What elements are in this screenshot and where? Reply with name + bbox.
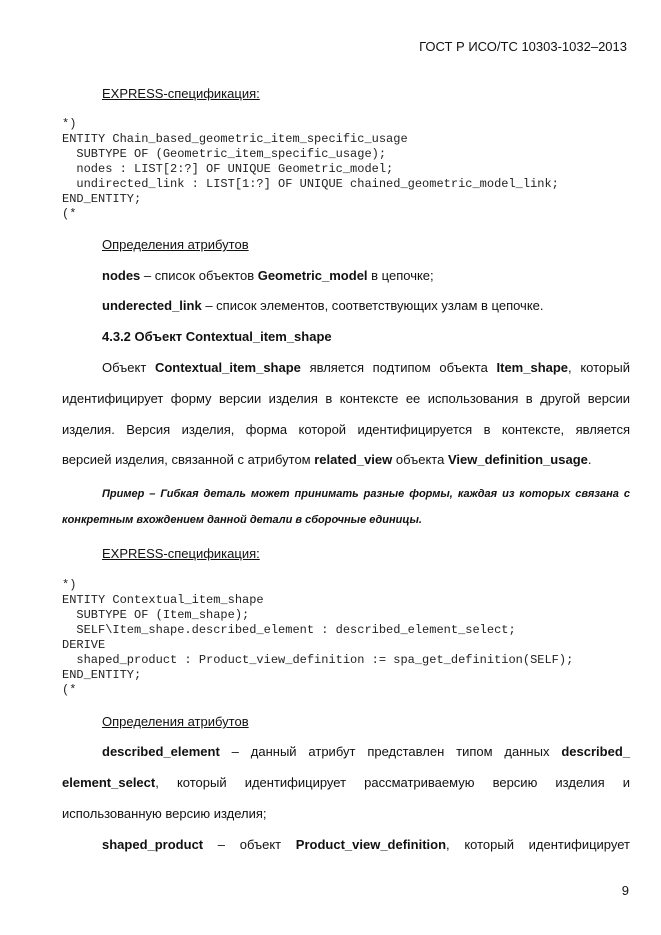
attr-shaped-product-line-1 [102, 837, 630, 853]
attr-term-described-element: described_element [102, 744, 220, 759]
text-span: является подтипом объекта [300, 360, 497, 375]
text-span: , который [568, 360, 630, 375]
entity-ref-view-definition-usage: View_definition_usage [447, 452, 588, 467]
entity-ref-contextual-item-shape: Contextual_item_shape [154, 360, 301, 375]
text-span: – объект [203, 837, 296, 852]
example-line-2: конкретным вхождением данной детали в сборочные единицы. [62, 514, 422, 526]
text-span: , который идентифицирует рассматриваемую версию изделия и [155, 775, 630, 790]
section-paragraph-line-3: изделия. Версия изделия, форма которой идентифицируется в контексте, является [62, 422, 630, 437]
type-ref-described-element-select-part1: described_ [561, 744, 630, 759]
text-span: – список объектов [140, 268, 258, 283]
text-span: – список элементов, соответствующих узлам в цепочке. [201, 298, 544, 313]
express-spec-title-2: EXPRESS-спецификация: [102, 546, 260, 561]
entity-ref-item-shape: Item_shape [496, 360, 569, 375]
example-line-1: Пример – Гибкая деталь может принимать разные формы, каждая из которых связана с [102, 488, 630, 500]
page-number: 9 [621, 883, 629, 898]
text-span: Объект [102, 360, 155, 375]
text-span: в цепочке; [367, 268, 434, 283]
attr-nodes-definition [102, 268, 434, 283]
express-code-block-2: *) ENTITY Contextual_item_shape SUBTYPE OF (Item_shape); SELF\Item_shape.described_element : described_element_select; DERIVE shaped_product : Product_view_definition := spa_get_definition(SELF); END_ENTITY; (* [62, 578, 574, 697]
attr-described-element-line-2 [62, 775, 630, 791]
express-spec-title-1: EXPRESS-спецификация: [102, 86, 260, 101]
text-span: – данный атрибут представлен типом данных [219, 744, 562, 759]
entity-ref-product-view-definition: Product_view_definition [295, 837, 447, 852]
document-header: ГОСТ Р ИСО/ТС 10303-1032–2013 [419, 39, 627, 54]
attr-term-underected-link: underected_link [102, 298, 202, 313]
text-span: . [587, 452, 592, 467]
attr-ref-related-view: related_view [314, 452, 393, 467]
section-heading: 4.3.2 Объект Contextual_item_shape [102, 329, 332, 344]
attr-described-element-line-3: использованную версию изделия; [62, 806, 267, 821]
attribute-definitions-title-1: Определения атрибутов [102, 237, 249, 252]
attr-term-shaped-product: shaped_product [102, 837, 204, 852]
text-span: версией изделия, связанной с атрибутом [62, 452, 315, 467]
type-ref-described-element-select-part2: element_select [62, 775, 156, 790]
text-span: , который идентифицирует [446, 837, 630, 852]
attribute-definitions-title-2: Определения атрибутов [102, 714, 249, 729]
attr-term-nodes: nodes [102, 268, 141, 283]
attr-described-element-line-1 [102, 744, 630, 760]
attr-link-definition [102, 298, 544, 313]
section-paragraph-line-1 [102, 360, 630, 376]
text-span: объекта [392, 452, 448, 467]
section-paragraph-line-4 [62, 452, 630, 468]
entity-ref-geometric-model: Geometric_model [257, 268, 368, 283]
section-paragraph-line-2: идентифицирует форму версии изделия в контексте ее использования в другой версии [62, 391, 630, 406]
express-code-block-1: *) ENTITY Chain_based_geometric_item_specific_usage SUBTYPE OF (Geometric_item_specific_usage); nodes : LIST[2:?] OF UNIQUE Geometric_model; undirected_link : LIST[1:?] OF UNIQUE chained_geometric_model_link; END_ENTITY; (* [62, 117, 559, 221]
